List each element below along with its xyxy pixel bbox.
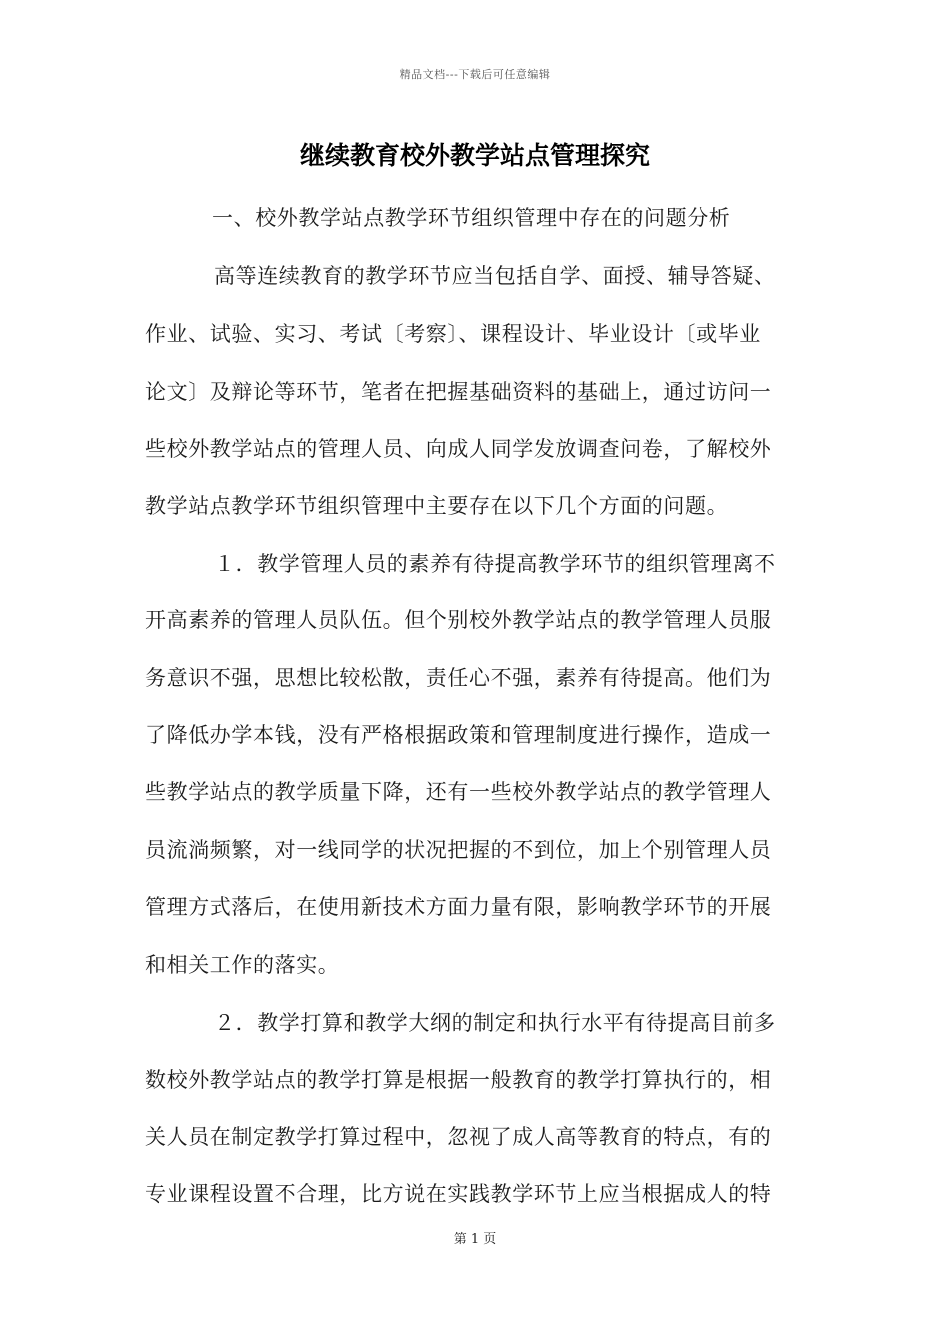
paragraph-line: 作业、试验、实习、考试〔考察〕、课程设计、毕业设计〔或毕业 xyxy=(145,322,761,346)
paragraph-line: 和相关工作的落实。 xyxy=(145,953,340,977)
paragraph-line: ２．教学打算和教学大纲的制定和执行水平有待提高目前多 xyxy=(214,1011,776,1035)
paragraph-line: １．教学管理人员的素养有待提高教学环节的组织管理离不 xyxy=(214,552,776,576)
paragraph-line: 务意识不强，思想比较松散，责任心不强，素养有待提高。他们为 xyxy=(145,666,772,690)
paragraph-line: 员流淌频繁，对一线同学的状况把握的不到位，加上个别管理人员 xyxy=(145,838,772,862)
paragraph-line: 管理方式落后，在使用新技术方面力量有限，影响教学环节的开展 xyxy=(145,895,772,919)
paragraph-line: 高等连续教育的教学环节应当包括自学、面授、辅导答疑、 xyxy=(214,264,776,288)
paragraph-line: 关人员在制定教学打算过程中，忽视了成人高等教育的特点，有的 xyxy=(145,1125,772,1149)
paragraph-line: 数校外教学站点的教学打算是根据一般教育的教学打算执行的，相 xyxy=(145,1068,772,1092)
paragraph-line: 些教学站点的教学质量下降，还有一些校外教学站点的教学管理人 xyxy=(145,780,772,804)
paragraph-line: 论文〕及辩论等环节，笔者在把握基础资料的基础上，通过访问一 xyxy=(145,380,772,404)
paragraph-line: 专业课程设置不合理，比方说在实践教学环节上应当根据成人的特 xyxy=(145,1182,772,1206)
document-title: 继续教育校外教学站点管理探究 xyxy=(299,141,650,170)
header-note: 精品文档---下载后可任意编辑 xyxy=(399,68,551,81)
paragraph-line: 了降低办学本钱，没有严格根据政策和管理制度进行操作，造成一 xyxy=(145,723,772,747)
paragraph-line: 教学站点教学环节组织管理中主要存在以下几个方面的问题。 xyxy=(145,494,729,518)
section-heading: 一、校外教学站点教学环节组织管理中存在的问题分析 xyxy=(212,206,731,230)
page-number: 第 1 页 xyxy=(453,1232,497,1247)
paragraph-line: 些校外教学站点的管理人员、向成人同学发放调查问卷，了解校外 xyxy=(145,437,772,461)
paragraph-line: 开高素养的管理人员队伍。但个别校外教学站点的教学管理人员服 xyxy=(145,608,772,632)
